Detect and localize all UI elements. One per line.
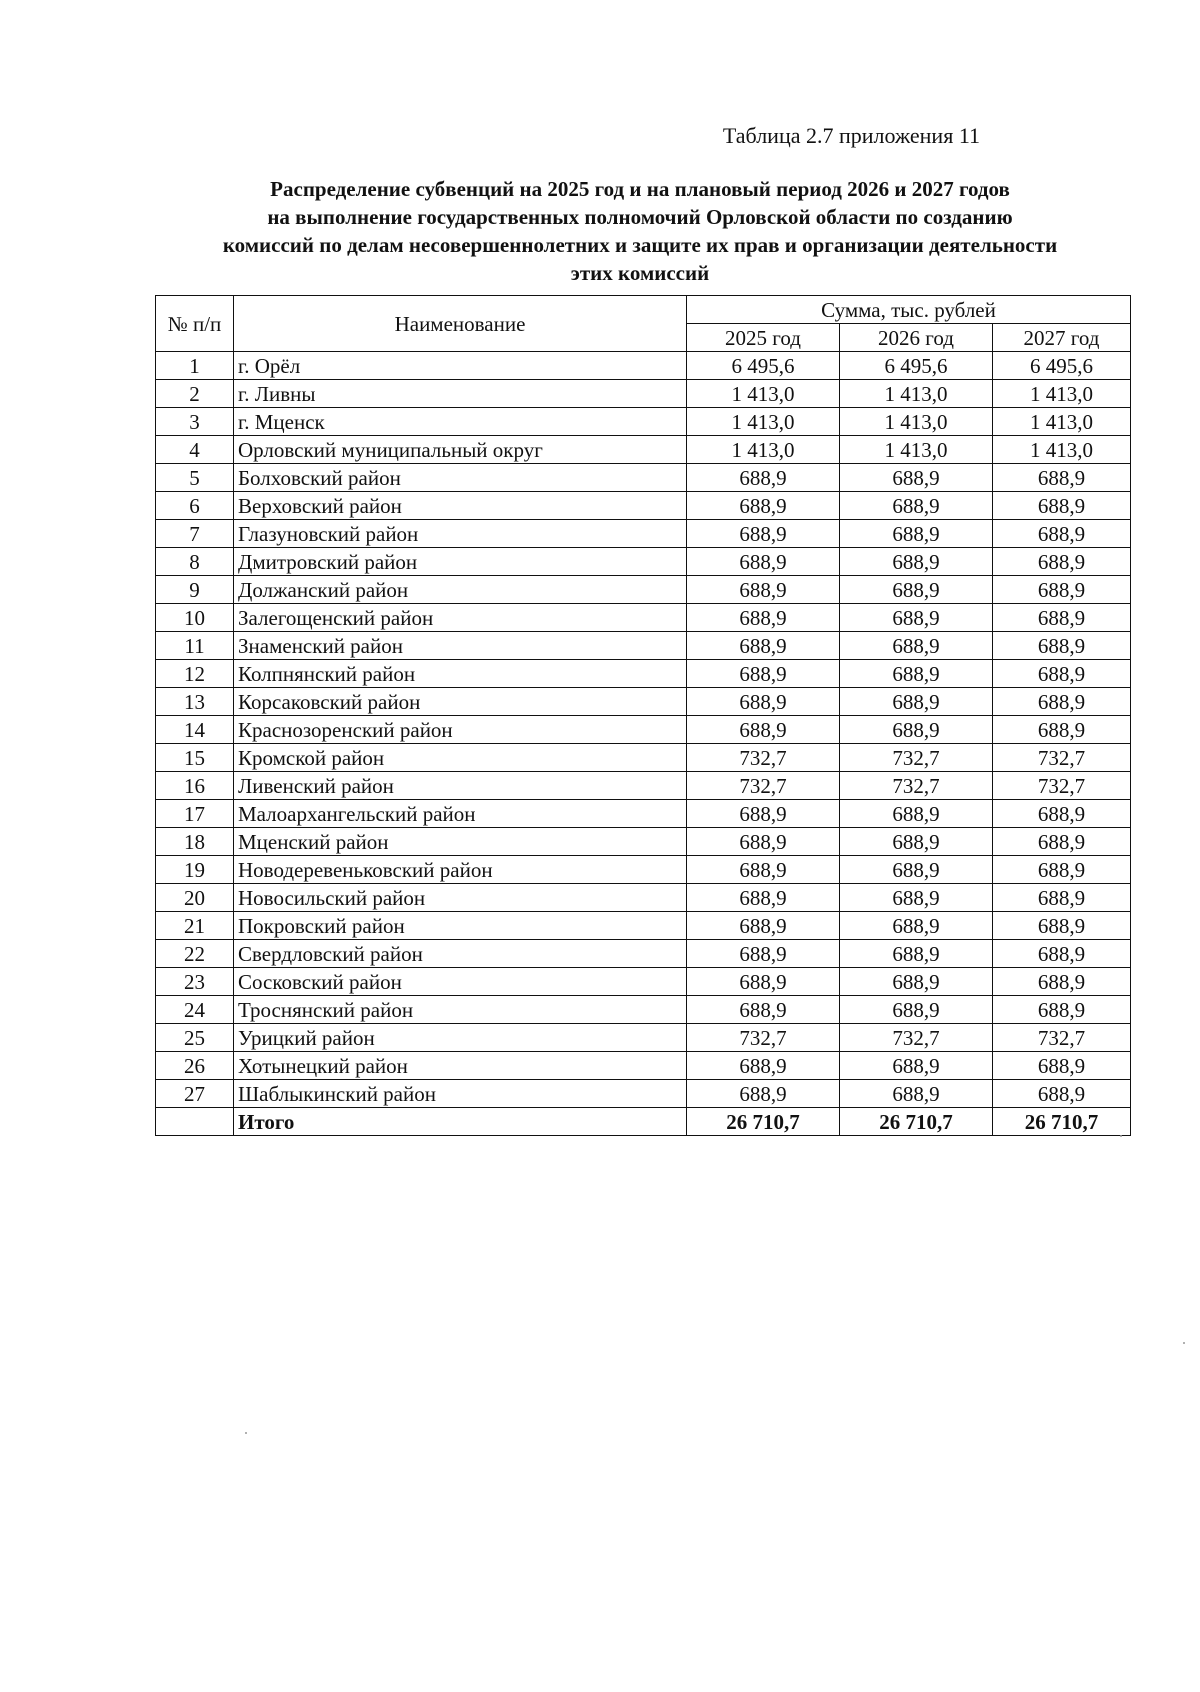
- row-value-2027-cell: 688,9: [993, 940, 1131, 968]
- table-row: [156, 1080, 1131, 1108]
- row-value-2025-cell: 688,9: [687, 464, 840, 492]
- row-value-2025-cell: 688,9: [687, 716, 840, 744]
- table-row: [156, 548, 1131, 576]
- title-line: комиссий по делам несовершеннолетних и защите их прав и организации деятельности: [222, 233, 1058, 257]
- row-value-2025-cell: 688,9: [687, 520, 840, 548]
- row-value-2026-cell: 688,9: [840, 660, 993, 688]
- row-number-cell: 14: [156, 716, 234, 744]
- row-value-2025-cell: 688,9: [687, 1080, 840, 1108]
- row-name-cell: Малоархангельский район: [234, 800, 687, 828]
- row-name-cell: Хотынецкий район: [234, 1052, 687, 1080]
- table-row: [156, 576, 1131, 604]
- row-value-2025-cell: 688,9: [687, 800, 840, 828]
- table-row: [156, 492, 1131, 520]
- row-value-2027-cell: 688,9: [993, 632, 1131, 660]
- row-name-cell: Мценский район: [234, 828, 687, 856]
- row-number-cell: 9: [156, 576, 234, 604]
- title-line: этих комиссий: [570, 261, 710, 285]
- row-value-2027-cell: 688,9: [993, 856, 1131, 884]
- row-name-cell: Верховский район: [234, 492, 687, 520]
- row-name-cell: Орловский муниципальный округ: [234, 436, 687, 464]
- total-value-2027-cell: 26 710,7: [993, 1108, 1131, 1136]
- table-row: [156, 604, 1131, 632]
- row-value-2027-cell: 1 413,0: [993, 380, 1131, 408]
- row-value-2027-cell: 688,9: [993, 548, 1131, 576]
- row-value-2025-cell: 688,9: [687, 576, 840, 604]
- row-name-cell: Краснозоренский район: [234, 716, 687, 744]
- header-name: Наименование: [234, 296, 687, 352]
- row-value-2026-cell: 688,9: [840, 968, 993, 996]
- scan-speck: [245, 1432, 247, 1434]
- row-number-cell: 21: [156, 912, 234, 940]
- row-value-2025-cell: 688,9: [687, 828, 840, 856]
- title-line: Распределение субвенций на 2025 год и на плановый период 2026 и 2027 годов: [270, 177, 1010, 201]
- row-value-2026-cell: 688,9: [840, 1052, 993, 1080]
- row-value-2026-cell: 688,9: [840, 492, 993, 520]
- row-value-2027-cell: 6 495,6: [993, 352, 1131, 380]
- row-value-2027-cell: 732,7: [993, 744, 1131, 772]
- row-value-2027-cell: 688,9: [993, 716, 1131, 744]
- row-value-2027-cell: 688,9: [993, 520, 1131, 548]
- row-value-2025-cell: 688,9: [687, 660, 840, 688]
- row-number-cell: 24: [156, 996, 234, 1024]
- row-name-cell: Шаблыкинский район: [234, 1080, 687, 1108]
- total-label-cell: Итого: [234, 1108, 687, 1136]
- row-value-2025-cell: 732,7: [687, 1024, 840, 1052]
- scan-speck: [1120, 1135, 1122, 1137]
- table-row: [156, 352, 1131, 380]
- table-row: [156, 520, 1131, 548]
- row-number-cell: 1: [156, 352, 234, 380]
- row-number-cell: 19: [156, 856, 234, 884]
- row-value-2027-cell: 688,9: [993, 968, 1131, 996]
- row-value-2025-cell: 732,7: [687, 772, 840, 800]
- table-row: [156, 912, 1131, 940]
- document-title: [155, 175, 1125, 287]
- table-row: [156, 380, 1131, 408]
- total-row: [156, 1108, 1131, 1136]
- row-number-cell: 17: [156, 800, 234, 828]
- row-value-2027-cell: 688,9: [993, 912, 1131, 940]
- row-name-cell: Троснянский район: [234, 996, 687, 1024]
- table-row: [156, 436, 1131, 464]
- row-value-2026-cell: 688,9: [840, 884, 993, 912]
- row-name-cell: Новодеревеньковский район: [234, 856, 687, 884]
- row-value-2027-cell: 732,7: [993, 772, 1131, 800]
- table-row: [156, 1024, 1131, 1052]
- table-row: [156, 996, 1131, 1024]
- row-value-2026-cell: 688,9: [840, 940, 993, 968]
- row-value-2026-cell: 732,7: [840, 744, 993, 772]
- row-number-cell: 5: [156, 464, 234, 492]
- row-value-2027-cell: 688,9: [993, 1052, 1131, 1080]
- table-label: Таблица 2.7 приложения 11: [722, 123, 980, 148]
- row-value-2026-cell: 688,9: [840, 996, 993, 1024]
- row-value-2025-cell: 688,9: [687, 604, 840, 632]
- scan-speck: [1183, 1342, 1185, 1344]
- row-name-cell: г. Ливны: [234, 380, 687, 408]
- row-value-2026-cell: 688,9: [840, 604, 993, 632]
- row-value-2027-cell: 688,9: [993, 1080, 1131, 1108]
- row-value-2026-cell: 1 413,0: [840, 408, 993, 436]
- total-value-2025-cell: 26 710,7: [687, 1108, 840, 1136]
- header-year-2027: 2027 год: [993, 324, 1131, 352]
- row-name-cell: Залегощенский район: [234, 604, 687, 632]
- row-name-cell: Корсаковский район: [234, 688, 687, 716]
- table-row: [156, 1052, 1131, 1080]
- row-value-2025-cell: 688,9: [687, 688, 840, 716]
- table-row: [156, 884, 1131, 912]
- row-value-2026-cell: 1 413,0: [840, 380, 993, 408]
- row-value-2025-cell: 688,9: [687, 548, 840, 576]
- row-number-cell: 27: [156, 1080, 234, 1108]
- row-value-2025-cell: 1 413,0: [687, 436, 840, 464]
- row-value-2025-cell: 732,7: [687, 744, 840, 772]
- row-value-2026-cell: 688,9: [840, 716, 993, 744]
- row-value-2026-cell: 688,9: [840, 800, 993, 828]
- table-row: [156, 660, 1131, 688]
- header-sum: Сумма, тыс. рублей: [687, 296, 1131, 324]
- row-number-cell: 25: [156, 1024, 234, 1052]
- row-number-cell: 11: [156, 632, 234, 660]
- row-value-2026-cell: 688,9: [840, 856, 993, 884]
- row-number-cell: 7: [156, 520, 234, 548]
- row-value-2025-cell: 688,9: [687, 940, 840, 968]
- table-row: [156, 688, 1131, 716]
- row-number-cell: 10: [156, 604, 234, 632]
- row-name-cell: Болховский район: [234, 464, 687, 492]
- table-row: [156, 716, 1131, 744]
- row-number-cell: 8: [156, 548, 234, 576]
- row-value-2025-cell: 688,9: [687, 492, 840, 520]
- row-value-2026-cell: 1 413,0: [840, 436, 993, 464]
- row-value-2026-cell: 688,9: [840, 1080, 993, 1108]
- row-number-cell: 23: [156, 968, 234, 996]
- row-value-2025-cell: 688,9: [687, 968, 840, 996]
- header-number: № п/п: [156, 296, 234, 352]
- row-value-2026-cell: 732,7: [840, 772, 993, 800]
- row-name-cell: Колпнянский район: [234, 660, 687, 688]
- title-line: на выполнение государственных полномочий Орловской области по созданию: [267, 205, 1013, 229]
- row-value-2026-cell: 688,9: [840, 464, 993, 492]
- row-value-2027-cell: 688,9: [993, 464, 1131, 492]
- row-number-cell: 16: [156, 772, 234, 800]
- table-row: [156, 800, 1131, 828]
- row-value-2025-cell: 688,9: [687, 856, 840, 884]
- row-value-2026-cell: 732,7: [840, 1024, 993, 1052]
- row-value-2026-cell: 6 495,6: [840, 352, 993, 380]
- row-name-cell: Кромской район: [234, 744, 687, 772]
- row-name-cell: г. Мценск: [234, 408, 687, 436]
- row-value-2027-cell: 688,9: [993, 884, 1131, 912]
- row-name-cell: г. Орёл: [234, 352, 687, 380]
- table-row: [156, 408, 1131, 436]
- row-name-cell: Знаменский район: [234, 632, 687, 660]
- row-value-2027-cell: 688,9: [993, 996, 1131, 1024]
- total-value-2026-cell: 26 710,7: [840, 1108, 993, 1136]
- row-value-2027-cell: 1 413,0: [993, 408, 1131, 436]
- row-number-cell: 18: [156, 828, 234, 856]
- row-name-cell: Ливенский район: [234, 772, 687, 800]
- row-value-2025-cell: 688,9: [687, 996, 840, 1024]
- table-body: [156, 352, 1131, 1136]
- row-value-2026-cell: 688,9: [840, 632, 993, 660]
- row-name-cell: Должанский район: [234, 576, 687, 604]
- row-value-2026-cell: 688,9: [840, 576, 993, 604]
- row-name-cell: Покровский район: [234, 912, 687, 940]
- row-name-cell: Дмитровский район: [234, 548, 687, 576]
- table-row: [156, 632, 1131, 660]
- row-value-2025-cell: 1 413,0: [687, 380, 840, 408]
- row-value-2026-cell: 688,9: [840, 912, 993, 940]
- table-row: [156, 940, 1131, 968]
- total-number-cell: [156, 1108, 234, 1136]
- row-number-cell: 6: [156, 492, 234, 520]
- row-value-2025-cell: 1 413,0: [687, 408, 840, 436]
- header-year-2026: 2026 год: [840, 324, 993, 352]
- table-row: [156, 744, 1131, 772]
- row-value-2027-cell: 688,9: [993, 828, 1131, 856]
- row-value-2026-cell: 688,9: [840, 688, 993, 716]
- table-row: [156, 856, 1131, 884]
- row-number-cell: 26: [156, 1052, 234, 1080]
- row-number-cell: 3: [156, 408, 234, 436]
- row-name-cell: Сосковский район: [234, 968, 687, 996]
- row-value-2025-cell: 688,9: [687, 884, 840, 912]
- row-value-2025-cell: 688,9: [687, 632, 840, 660]
- row-value-2025-cell: 688,9: [687, 1052, 840, 1080]
- row-value-2027-cell: 688,9: [993, 492, 1131, 520]
- table-row: [156, 828, 1131, 856]
- row-number-cell: 15: [156, 744, 234, 772]
- table-row: [156, 772, 1131, 800]
- row-value-2027-cell: 688,9: [993, 688, 1131, 716]
- table-row: [156, 464, 1131, 492]
- row-value-2027-cell: 688,9: [993, 604, 1131, 632]
- row-number-cell: 20: [156, 884, 234, 912]
- table-row: [156, 968, 1131, 996]
- row-name-cell: Новосильский район: [234, 884, 687, 912]
- row-number-cell: 12: [156, 660, 234, 688]
- header-year-2025: 2025 год: [687, 324, 840, 352]
- row-value-2026-cell: 688,9: [840, 548, 993, 576]
- row-value-2026-cell: 688,9: [840, 828, 993, 856]
- row-value-2027-cell: 1 413,0: [993, 436, 1131, 464]
- row-name-cell: Урицкий район: [234, 1024, 687, 1052]
- row-value-2025-cell: 688,9: [687, 912, 840, 940]
- row-value-2026-cell: 688,9: [840, 520, 993, 548]
- row-value-2025-cell: 6 495,6: [687, 352, 840, 380]
- row-number-cell: 22: [156, 940, 234, 968]
- row-value-2027-cell: 732,7: [993, 1024, 1131, 1052]
- row-value-2027-cell: 688,9: [993, 660, 1131, 688]
- row-name-cell: Глазуновский район: [234, 520, 687, 548]
- row-number-cell: 2: [156, 380, 234, 408]
- row-value-2027-cell: 688,9: [993, 576, 1131, 604]
- row-number-cell: 13: [156, 688, 234, 716]
- row-number-cell: 4: [156, 436, 234, 464]
- row-name-cell: Свердловский район: [234, 940, 687, 968]
- row-value-2027-cell: 688,9: [993, 800, 1131, 828]
- table-header: [156, 296, 1131, 352]
- subventions-table: [155, 295, 1131, 1136]
